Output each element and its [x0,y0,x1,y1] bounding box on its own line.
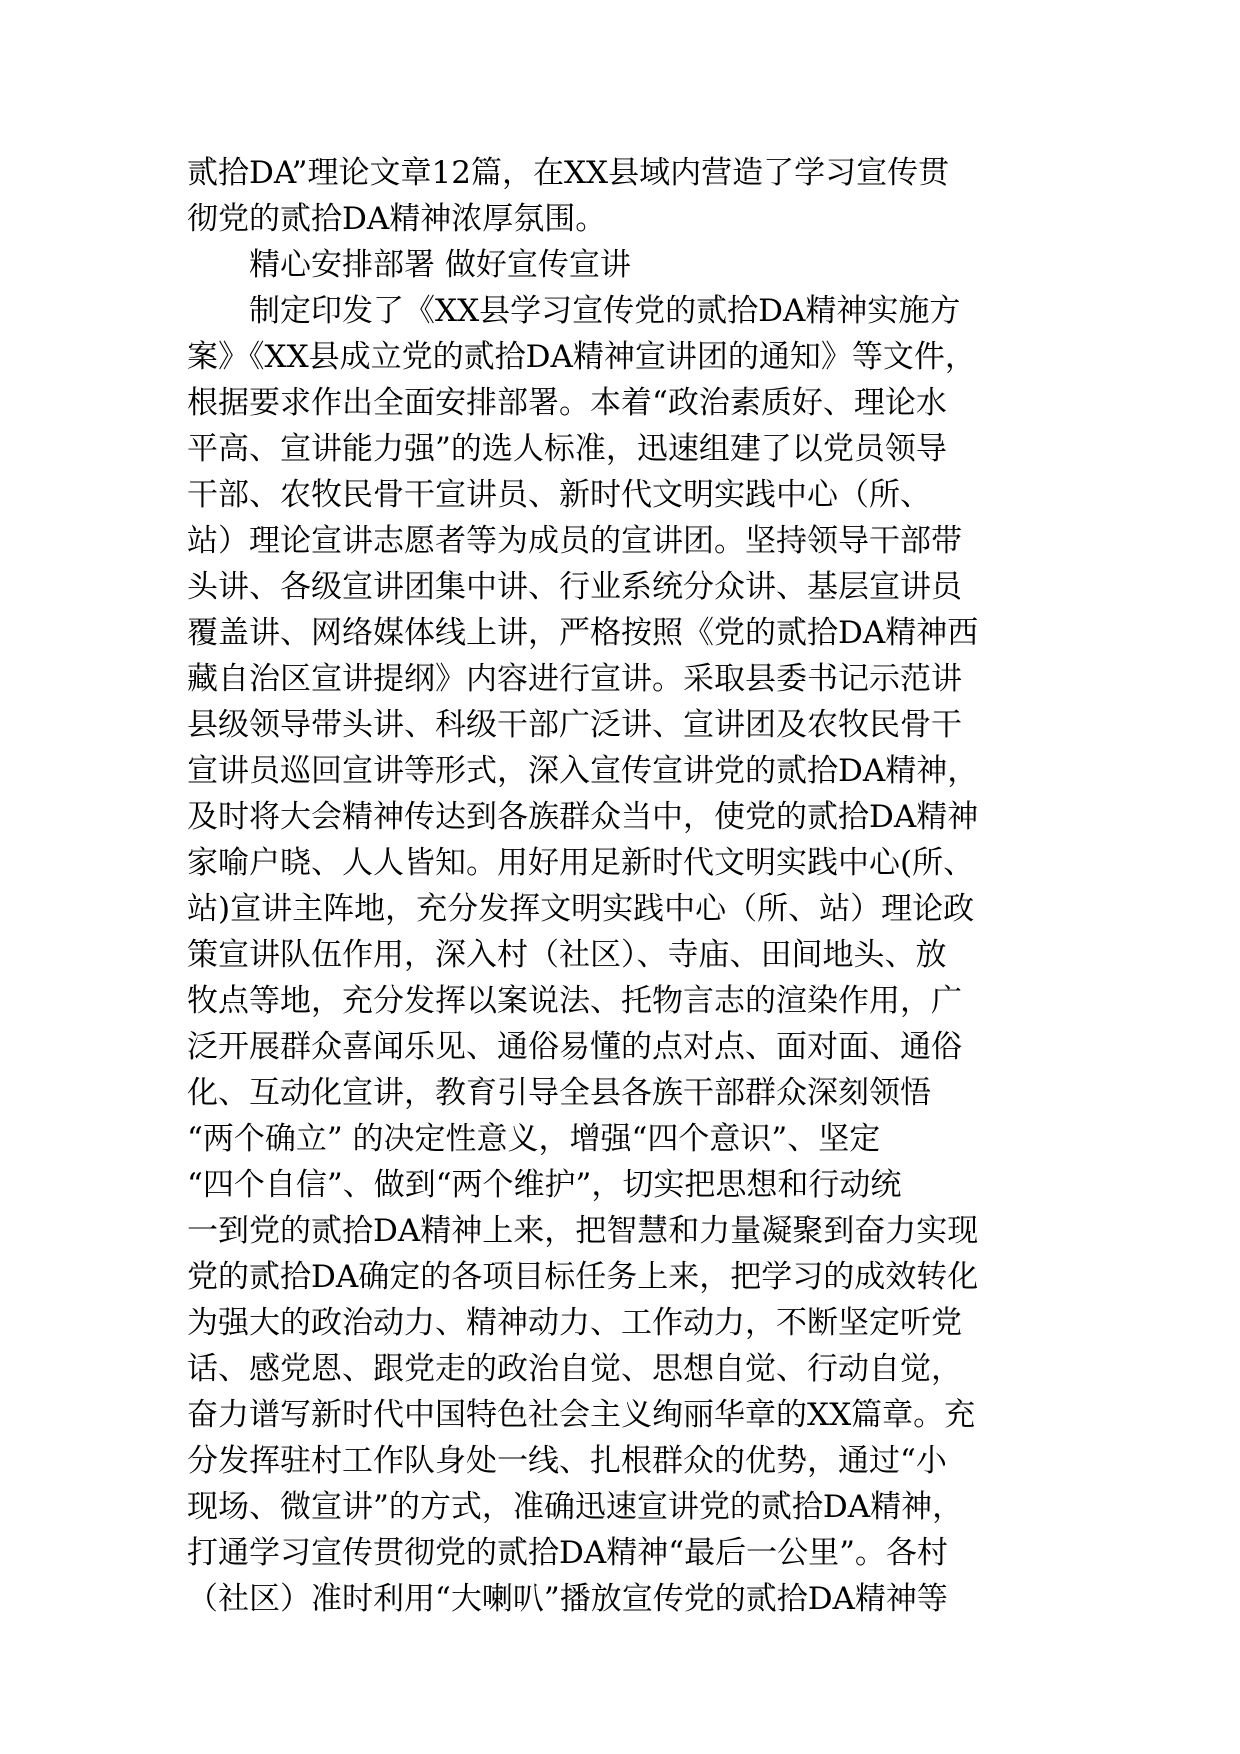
text-line: 制定印发了《XX县学习宣传党的贰拾DA精神实施方 [249,293,961,329]
text-line: 及时将大会精神传达到各族群众当中，使党的贰拾DA精神 [187,799,979,835]
text-line: 分发挥驻村工作队身处一线、扎根群众的优势，通过“小 [187,1443,947,1479]
text-line: 牧点等地，充分发挥以案说法、托物言志的渲染作用，广 [187,983,962,1019]
text-line: 贰拾DA”理论文章12篇，在XX县域内营造了学习宣传贯 [187,155,950,191]
text-line: 策宣讲队伍作用，深入村（社区）、寺庙、田间地头、放 [187,937,947,973]
text-line: 泛开展群众喜闻乐见、通俗易懂的点对点、面对面、通俗 [187,1029,962,1065]
text-line: 根据要求作出全面安排部署。本着“政治素质好、理论水 [187,385,947,421]
text-line: 彻党的贰拾DA精神浓厚氛围。 [187,201,607,237]
text-line: 平高、宣讲能力强”的选人标准，迅速组建了以党员领导 [187,431,947,467]
text-line: 为强大的政治动力、精神动力、工作动力，不断坚定听党 [187,1305,962,1341]
text-line: 干部、农牧民骨干宣讲员、新时代文明实践中心（所、 [187,477,931,513]
text-line: 县级领导带头讲、科级干部广泛讲、宣讲团及农牧民骨干 [187,707,962,743]
text-line: 头讲、各级宣讲团集中讲、行业系统分众讲、基层宣讲员 [187,569,962,605]
text-line: 话、感党恩、跟党走的政治自觉、思想自觉、行动自觉， [187,1351,962,1387]
section-heading: 精心安排部署 做好宣传宣讲 [249,247,631,283]
text-line: 覆盖讲、网络媒体线上讲，严格按照《党的贰拾DA精神西 [187,615,979,651]
text-line: （社区）准时利用“大喇叭”播放宣传党的贰拾DA精神等 [187,1581,948,1617]
text-line: 站）理论宣讲志愿者等为成员的宣讲团。坚持领导干部带 [187,523,962,559]
text-line: 党的贰拾DA确定的各项目标任务上来，把学习的成效转化 [187,1259,979,1295]
text-line: 奋力谱写新时代中国特色社会主义绚丽华章的XX篇章。充 [187,1397,976,1433]
text-line: “两个确立” 的决定性意义，增强“四个意识”、坚定 [187,1121,881,1157]
document-body [187,150,1087,1622]
text-line: 宣讲员巡回宣讲等形式，深入宣传宣讲党的贰拾DA精神， [187,753,979,789]
text-line: “四个自信”、做到“两个维护”，切实把思想和行动统 [187,1167,902,1203]
text-line: 一到党的贰拾DA精神上来，把智慧和力量凝聚到奋力实现 [187,1213,979,1249]
text-line: 站)宣讲主阵地，充分发挥文明实践中心（所、站）理论政 [187,891,975,927]
text-line: 家喻户晓、人人皆知。用好用足新时代文明实践中心(所、 [187,845,975,881]
text-line: 案》《XX县成立党的贰拾DA精神宣讲团的通知》等文件， [187,339,976,375]
text-line: 现场、微宣讲”的方式，准确迅速宣讲党的贰拾DA精神， [187,1489,964,1525]
text-line: 藏自治区宣讲提纲》内容进行宣讲。采取县委书记示范讲 [187,661,962,697]
text-line: 化、互动化宣讲，教育引导全县各族干部群众深刻领悟 [187,1075,931,1111]
text-line: 打通学习宣传贯彻党的贰拾DA精神“最后一公里”。各村 [187,1535,948,1571]
